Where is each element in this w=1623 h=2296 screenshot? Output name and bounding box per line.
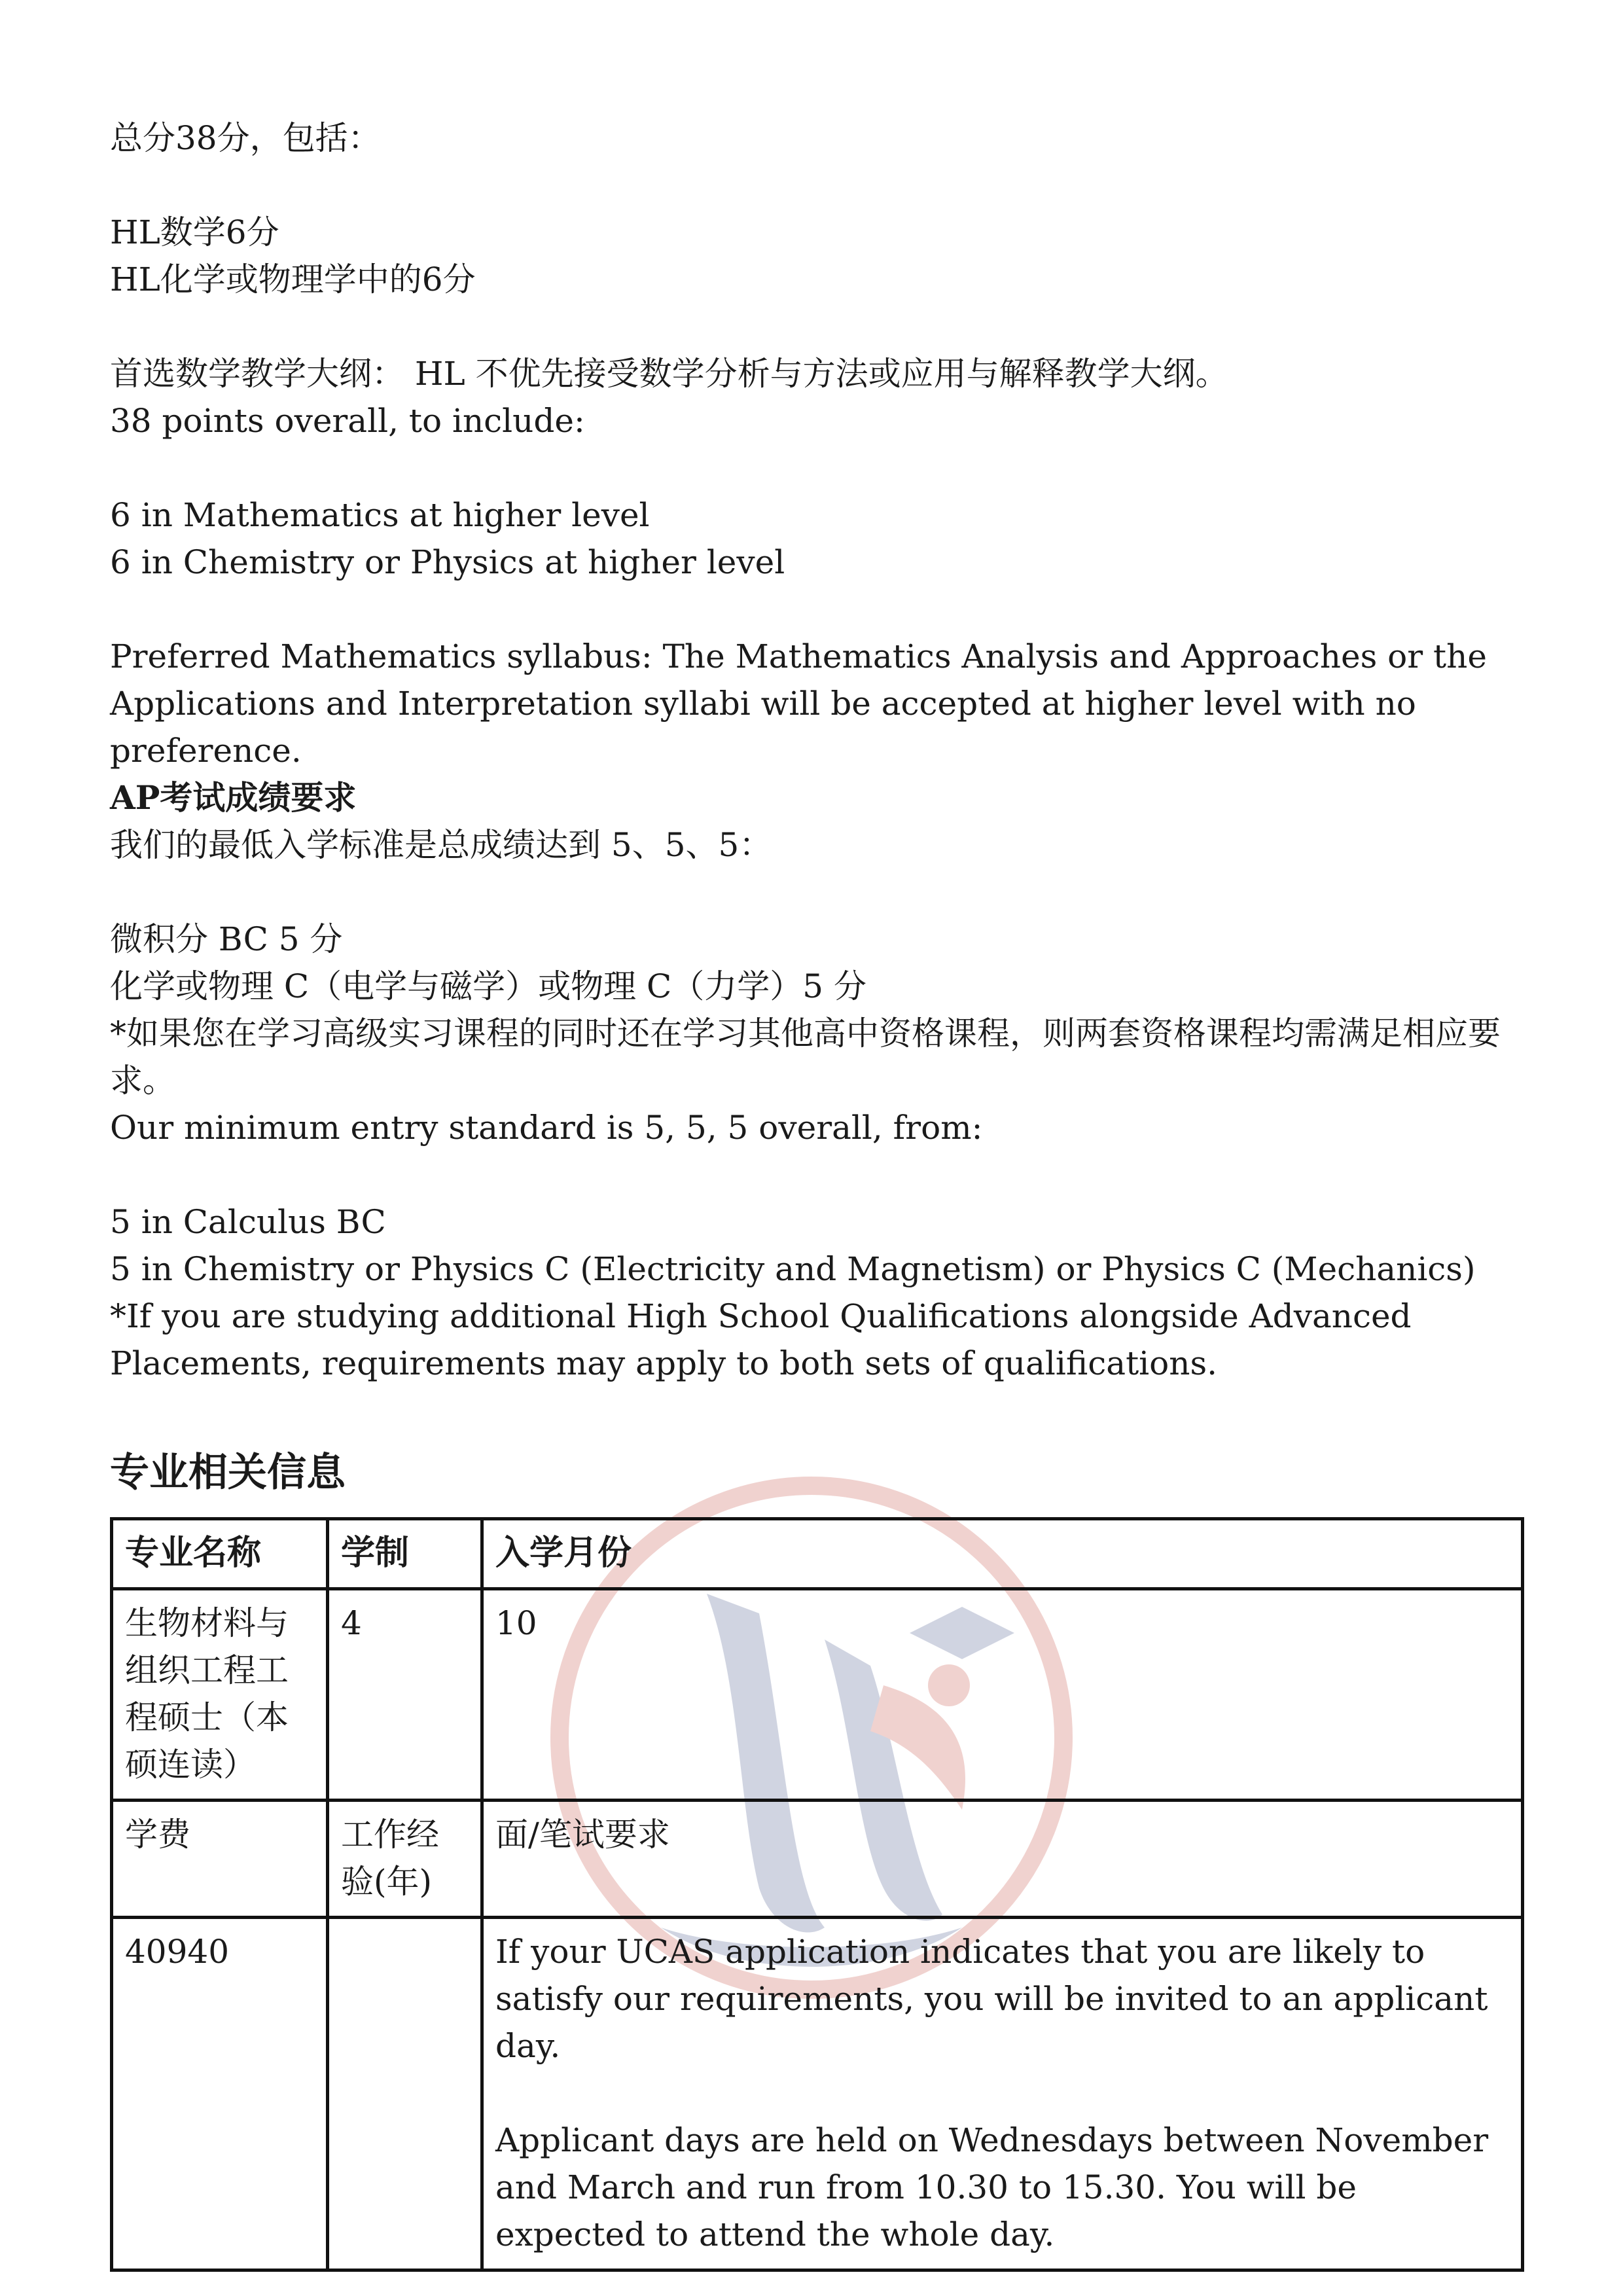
spacer bbox=[495, 2070, 1509, 2117]
ib-en-syllabus: Preferred Mathematics syllabus: The Mathematics Analysis and Approaches or the Applications and Interpretation syllabi will be accepted at higher level with no preference. bbox=[110, 637, 1497, 770]
cell-duration: 4 bbox=[328, 1589, 482, 1801]
ap-en-req-chem-phys: 5 in Chemistry or Physics C (Electricity and Magnetism) or Physics C (Mechanics) bbox=[110, 1250, 1476, 1288]
header-intake-month: 入学月份 bbox=[482, 1519, 1523, 1589]
ib-en-req-math: 6 in Mathematics at higher level bbox=[110, 496, 650, 534]
cell-program-name: 生物材料与组织工程工程硕士（本硕连读） bbox=[112, 1589, 328, 1801]
ap-en-req-calc: 5 in Calculus BC bbox=[110, 1203, 386, 1241]
section-title: 专业相关信息 bbox=[110, 1450, 346, 1496]
program-info-table bbox=[110, 1517, 1524, 2272]
interview-paragraph-1: If your UCAS application indicates that you are likely to satisfy our requirements, you will be invited to an applicant day. bbox=[495, 1933, 1488, 2065]
ap-heading: AP考试成绩要求 bbox=[110, 778, 357, 817]
spacer bbox=[110, 869, 1524, 916]
table-row bbox=[112, 1801, 1523, 1918]
table-row bbox=[112, 1589, 1523, 1801]
table-row bbox=[112, 1918, 1523, 2270]
spacer bbox=[110, 444, 1524, 492]
ap-en-intro: Our minimum entry standard is 5, 5, 5 overall, from: bbox=[110, 1109, 983, 1147]
ib-en-intro: 38 points overall, to include: bbox=[110, 402, 585, 440]
ap-zh-req-chem-phys: 化学或物理 C（电学与磁学）或物理 C（力学）5 分 bbox=[110, 967, 867, 1005]
cell-interview-value bbox=[482, 1918, 1523, 2270]
ap-zh-note: *如果您在学习高级实习课程的同时还在学习其他高中资格课程，则两套资格课程均需满足相应要求。 bbox=[110, 1014, 1501, 1100]
ap-zh-intro: 我们的最低入学标准是总成绩达到 5、5、5： bbox=[110, 826, 772, 864]
spacer bbox=[110, 1151, 1524, 1198]
cell-intake-month: 10 bbox=[482, 1589, 1523, 1801]
cell-tuition-label: 学费 bbox=[112, 1801, 328, 1918]
table-header-row bbox=[112, 1519, 1523, 1589]
spacer bbox=[110, 162, 1524, 209]
cell-tuition-value: 40940 bbox=[112, 1918, 328, 2270]
cell-experience-value bbox=[328, 1918, 482, 2270]
ib-zh-syllabus: 首选数学教学大纲： HL 不优先接受数学分析与方法或应用与解释教学大纲。 bbox=[110, 355, 1228, 393]
cell-experience-label: 工作经验(年) bbox=[328, 1801, 482, 1918]
ib-zh-intro: 总分38分，包括： bbox=[110, 119, 381, 157]
cell-interview-label: 面/笔试要求 bbox=[482, 1801, 1523, 1918]
interview-paragraph-2: Applicant days are held on Wednesdays between November and March and run from 10.30 to 15.30. You will be expected to attend the whole day. bbox=[495, 2121, 1489, 2253]
header-program-name: 专业名称 bbox=[112, 1519, 328, 1589]
spacer bbox=[110, 586, 1524, 633]
header-duration: 学制 bbox=[328, 1519, 482, 1589]
spacer bbox=[110, 303, 1524, 350]
ap-zh-req-calc: 微积分 BC 5 分 bbox=[110, 920, 343, 958]
document-body bbox=[110, 115, 1524, 1387]
ib-zh-req-chem-phys: HL化学或物理学中的6分 bbox=[110, 260, 476, 298]
ib-en-req-chem-phys: 6 in Chemistry or Physics at higher level bbox=[110, 543, 785, 581]
ib-zh-req-math: HL数学6分 bbox=[110, 213, 279, 251]
ap-en-note: *If you are studying additional High School Qualifications alongside Advanced Placements, requirements may apply to both sets of qualifications. bbox=[110, 1297, 1422, 1382]
